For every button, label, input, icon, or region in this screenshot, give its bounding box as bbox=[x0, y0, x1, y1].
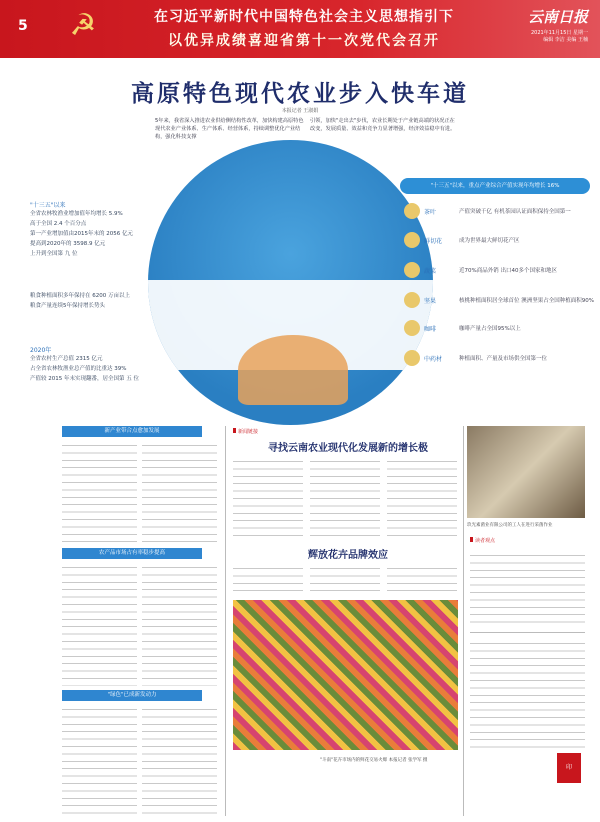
lead-paragraph-left: 5年来，我省深入推进农业供给侧结构性改革，加快构建高原特色现代农业产业体系、生产体系、经营体系，持续调整优化产业结构，强化科技支撑 bbox=[155, 118, 304, 140]
stat-line: 提高到2020年的 3598.9 亿元 bbox=[30, 241, 106, 247]
nut-icon bbox=[404, 292, 420, 308]
news-tag: 新闻链接 bbox=[233, 428, 258, 435]
column-divider bbox=[225, 426, 226, 816]
page-number: 5 bbox=[18, 18, 28, 34]
text-column bbox=[310, 456, 380, 538]
coffee-icon bbox=[404, 320, 420, 336]
text-column bbox=[142, 704, 217, 816]
slogan-line-1: 在习近平新时代中国特色社会主义思想指引下 bbox=[154, 9, 454, 25]
stat-line: 产值较 2015 年末实现翻番，居全国第 五 位 bbox=[30, 376, 139, 382]
text-column bbox=[142, 440, 217, 544]
farmers-illustration bbox=[238, 335, 348, 405]
stats-heading: "十三五"以来 bbox=[30, 202, 66, 209]
industry-item-vegetables: 蔬菜 近70%商品外销 出口40多个国家和地区 bbox=[404, 262, 584, 280]
stat-line: 第一产业增加值由2015年末的 2056 亿元 bbox=[30, 231, 133, 237]
industry-item-herbs: 中药材 种植面积、产量及市场供全国第一位 bbox=[404, 350, 584, 368]
stats-heading: 2020年 bbox=[30, 347, 52, 354]
reader-tag: 读者观点 bbox=[470, 537, 495, 544]
mushroom-worker-photo bbox=[467, 426, 585, 518]
photo-caption: 玖光素菌业有限公司的工人在进行采菌作业 bbox=[467, 523, 553, 528]
stat-line: 占全省农林牧渔业总产值的比重达 39% bbox=[30, 366, 127, 372]
industry-item-nuts: 坚果 核桃种植面积居全球首位 澳洲坚果占全国种植面积90% bbox=[404, 292, 584, 310]
right-stats-title: "十三五"以来，重点产业综合产值实现年均增长 16% bbox=[400, 178, 590, 194]
stat-line: 高于全国 2.4 个百分点 bbox=[30, 221, 87, 227]
text-column bbox=[233, 456, 303, 538]
sub-headline: 辉放花卉品牌效应 bbox=[308, 550, 388, 561]
text-column bbox=[62, 440, 137, 544]
text-column bbox=[470, 550, 585, 626]
byline: 本报记者 王淑娟 bbox=[281, 108, 319, 114]
divider bbox=[470, 632, 585, 633]
dateline: 2021年11月15日 星期一 编辑 李洁 美编 王楠 bbox=[530, 30, 588, 43]
infographic-circle bbox=[148, 140, 433, 425]
herb-icon bbox=[404, 350, 420, 366]
stat-line: 粮食种植面积多年保持在 6200 万亩以上 bbox=[30, 293, 130, 299]
text-column bbox=[310, 563, 380, 597]
stat-line: 全省农林牧渔业增加值年均增长 5.9% bbox=[30, 211, 123, 217]
text-column bbox=[387, 563, 457, 597]
tea-icon bbox=[404, 203, 420, 219]
flower-icon bbox=[404, 232, 420, 248]
text-column bbox=[233, 563, 303, 597]
text-column bbox=[62, 704, 137, 816]
photo-caption: "斗南"花卉市场内的鲜花交易火爆 本报记者 张学军 摄 bbox=[320, 758, 428, 763]
text-column bbox=[470, 638, 585, 748]
stat-line: 全省农村生产总值 2315 亿元 bbox=[30, 356, 103, 362]
stat-line: 粮食产量连续5年保持增长势头 bbox=[30, 303, 106, 309]
flower-market-photo bbox=[233, 600, 458, 750]
slogan-line-2: 以优异成绩喜迎省第十一次党代会召开 bbox=[168, 33, 440, 49]
section-title: "绿色"已成新发动力 bbox=[62, 690, 202, 701]
page-title: 高原特色现代农业步入快车道 bbox=[131, 81, 469, 107]
section-title: 新产业带合点愈加发展 bbox=[62, 426, 202, 437]
text-column bbox=[62, 562, 137, 686]
section-title: 农产品市场占有率稳步提高 bbox=[62, 548, 202, 559]
industry-item-flowers: 鲜切花 成为世界最大鲜切花产区 bbox=[404, 232, 584, 250]
industry-item-tea: 茶叶 产值突破千亿 有机茶园认证面积保持全国第一 bbox=[404, 203, 584, 221]
text-column bbox=[142, 562, 217, 686]
stat-line: 上升到全国第 九 位 bbox=[30, 251, 78, 257]
industry-item-coffee: 咖啡 咖啡产量占全国95%以上 bbox=[404, 320, 584, 338]
newspaper-name: 云南日报 bbox=[527, 8, 588, 26]
page-header bbox=[0, 0, 600, 58]
text-column bbox=[387, 456, 457, 538]
decorative-seal: 印 bbox=[557, 753, 581, 783]
party-emblem-icon: ☭ bbox=[69, 8, 97, 43]
sub-headline: 寻找云南农业现代化发展新的增长极 bbox=[268, 443, 428, 454]
vegetable-icon bbox=[404, 262, 420, 278]
column-divider bbox=[463, 426, 464, 816]
lead-paragraph-right: 引领，加快"走出去"步伐，农业长期处于产业链高端的状况正在改变，发展质量、效益和竞争力显著增强，经济效益稳中有进。 bbox=[310, 118, 456, 132]
